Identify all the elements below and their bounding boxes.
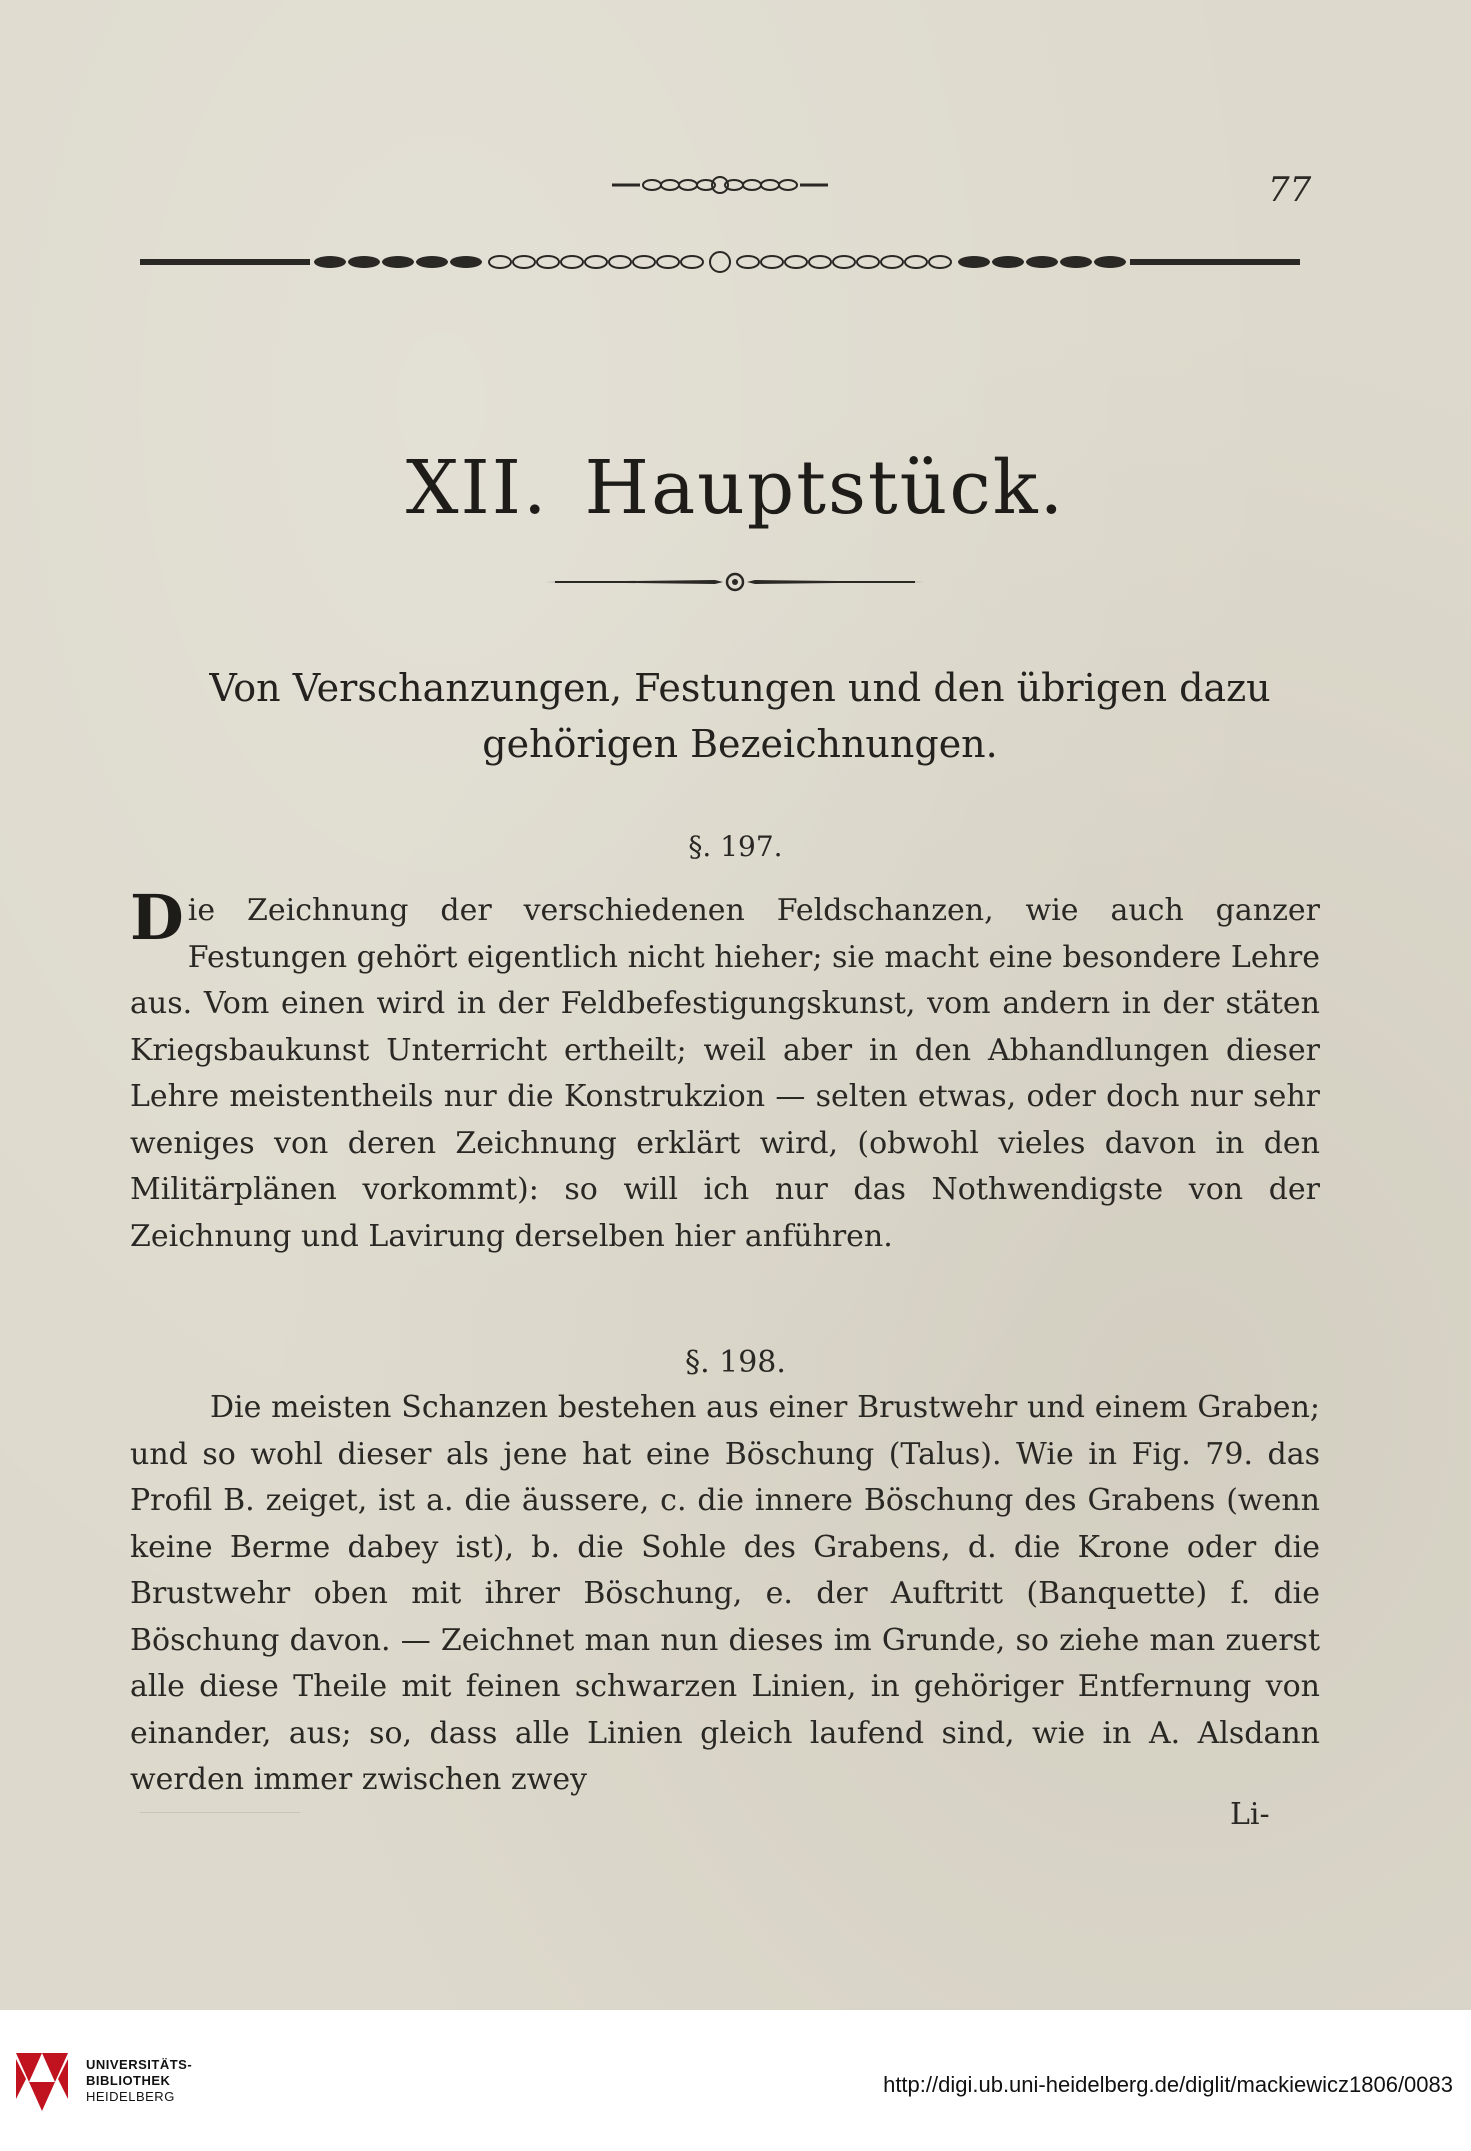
- chapter-word: Hauptstück.: [584, 445, 1066, 531]
- paragraph-197: [130, 881, 1320, 1260]
- chapter-subtitle: [180, 660, 1300, 772]
- source-url-link[interactable]: http://digi.ub.uni-heidelberg.de/diglit/mackiewicz1806/0083: [883, 2072, 1453, 2097]
- ub-heidelberg-logo-icon[interactable]: [16, 2053, 68, 2111]
- catchword: Li-: [1230, 1797, 1270, 1832]
- drop-cap: D: [130, 881, 184, 954]
- library-line-3: HEIDELBERG: [86, 2089, 175, 2104]
- library-line-2: BIBLIOTHEK: [86, 2073, 171, 2088]
- subtitle-line-2: gehörigen Bezeichnungen.: [482, 722, 998, 766]
- section-heading-198: §. 198.: [685, 1345, 786, 1380]
- library-name: [86, 2057, 192, 2105]
- page-number: 77: [1268, 170, 1312, 210]
- library-line-1: UNIVERSITÄTS-: [86, 2057, 193, 2072]
- paragraph-198-text: Die meisten Schanzen bestehen aus einer Brustwehr und einem Graben; und so wohl dieser als jene hat eine Böschung (Talus). Wie in Fig. 79. das Profil B. zeiget, ist a. die äussere, c. die innere Böschung des Grabens (wenn keine Berme dabey ist), b. die Sohle des Grabens, d. die Krone oder die Brustwehr oben mit ihrer Böschung, e. der Auftritt (Banquette) f. die Böschung davon. — Zeichnet man nun dieses im Grunde, so ziehe man zuerst alle diese Theile mit feinen schwarzen Linien, in gehöriger Entfernung von einander, aus; so, dass alle Linien gleich laufend sind, wie in A. Alsdann werden immer zwischen zwey: [130, 1390, 1320, 1797]
- subtitle-line-1: Von Verschanzungen, Festungen und den übrigen dazu: [209, 666, 1271, 710]
- chapter-number: XII.: [405, 445, 549, 531]
- faint-mark: [140, 1812, 300, 1813]
- section-heading-197: §. 197.: [688, 830, 783, 863]
- paragraph-198: [130, 1385, 1320, 1804]
- wide-ornamental-rule-icon: [140, 250, 1300, 274]
- top-ornament-icon: [610, 170, 830, 200]
- chapter-ornament-icon: [545, 570, 925, 594]
- paragraph-197-text: ie Zeichnung der verschiedenen Feldschanzen, wie auch ganzer Festungen gehört eigentlich nicht hieher; sie macht eine besondere Lehre aus. Vom einen wird in der Feldbefestigungskunst, vom andern in der stäten Kriegsbaukunst Unterricht ertheilt; weil aber in den Abhandlungen dieser Lehre meistentheils nur die Konstrukzion — selten etwas, oder doch nur sehr weniges von deren Zeichnung erklärt wird, (obwohl vieles davon in den Militärplänen vorkommt): so will ich nur das Nothwendigste von der Zeichnung und Lavirung derselben hier anführen.: [130, 893, 1320, 1254]
- chapter-title: [0, 445, 1471, 531]
- footer-bar: [0, 2010, 1471, 2151]
